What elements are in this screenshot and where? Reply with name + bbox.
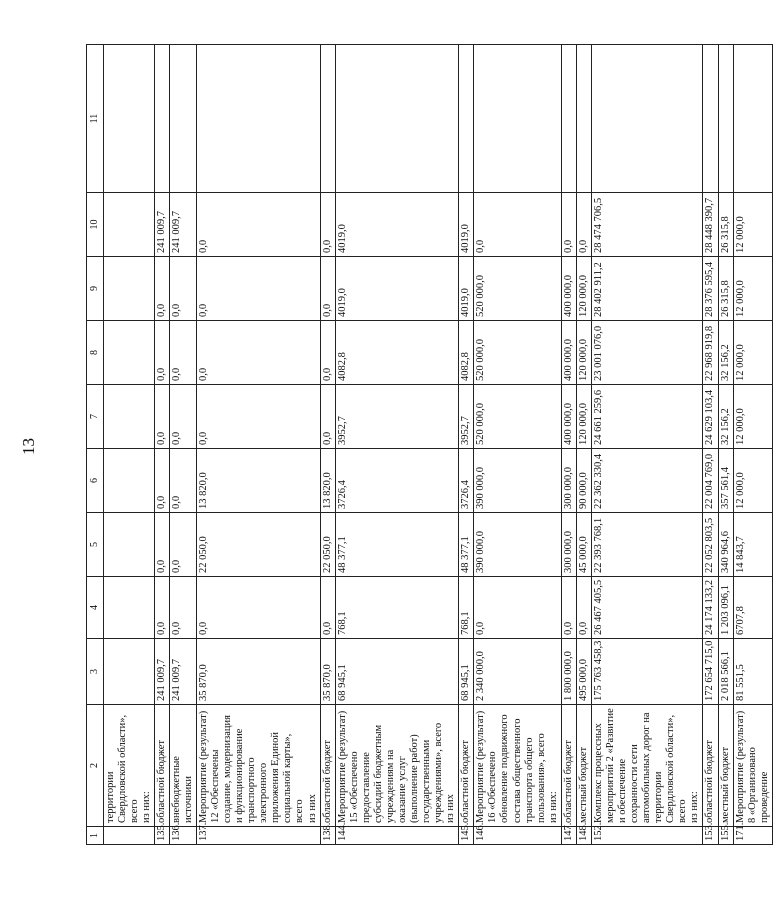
value-cell: 0,0 <box>320 321 335 385</box>
value-cell: 28 474 706,5 <box>591 193 703 257</box>
header-cell: 10 <box>87 193 104 257</box>
value-cell: 300 000,0 <box>561 449 576 513</box>
row-number: 146. <box>474 827 561 845</box>
value-cell: 22 050,0 <box>320 513 335 577</box>
value-cell: 400 000,0 <box>561 385 576 449</box>
value-cell: 0,0 <box>154 321 169 385</box>
value-cell: 68 945,1 <box>459 639 474 705</box>
value-cell: 520 000,0 <box>474 385 561 449</box>
value-cell: 4019,0 <box>459 193 474 257</box>
value-cell: 0,0 <box>154 385 169 449</box>
value-cell: 35 870,0 <box>196 639 320 705</box>
row-name: областной бюджет <box>459 705 474 827</box>
value-cell: 35 870,0 <box>320 639 335 705</box>
page-number: 13 <box>19 438 38 455</box>
table-row <box>196 45 320 845</box>
row-number: 148. <box>576 827 591 845</box>
value-cell: 300 000,0 <box>561 513 576 577</box>
value-cell: 4019,0 <box>459 257 474 321</box>
value-cell: 68 945,1 <box>335 639 459 705</box>
value-cell: 22 052 803,5 <box>703 513 718 577</box>
row-name: территории Свердловской области», всего из них: <box>103 705 154 827</box>
value-cell: 3952,7 <box>335 385 459 449</box>
note-cell <box>474 45 561 193</box>
row-number: 147. <box>561 827 576 845</box>
value-cell: 120 000,0 <box>576 257 591 321</box>
value-cell <box>103 257 154 321</box>
value-cell: 24 661 259,6 <box>591 385 703 449</box>
value-cell: 175 763 458,3 <box>591 639 703 705</box>
value-cell: 24 629 103,4 <box>703 385 718 449</box>
header-cell: 9 <box>87 257 104 321</box>
table-row <box>718 45 733 845</box>
value-cell: 120 000,0 <box>576 321 591 385</box>
value-cell: 26 467 405,5 <box>591 577 703 639</box>
value-cell <box>103 193 154 257</box>
row-name: местный бюджет <box>718 705 733 827</box>
note-cell <box>335 45 459 193</box>
row-number: 152. <box>591 827 703 845</box>
value-cell: 32 156,2 <box>718 321 733 385</box>
value-cell: 520 000,0 <box>474 321 561 385</box>
note-cell <box>576 45 591 193</box>
value-cell <box>103 449 154 513</box>
header-cell: 6 <box>87 449 104 513</box>
value-cell: 22 393 768,1 <box>591 513 703 577</box>
value-cell: 241 009,7 <box>169 193 196 257</box>
value-cell: 22 050,0 <box>196 513 320 577</box>
row-name: местный бюджет <box>576 705 591 827</box>
row-number: 145. <box>459 827 474 845</box>
value-cell: 340 964,6 <box>718 513 733 577</box>
value-cell: 32 156,2 <box>718 385 733 449</box>
value-cell: 23 001 076,0 <box>591 321 703 385</box>
row-number: 137. <box>196 827 320 845</box>
value-cell: 22 362 330,4 <box>591 449 703 513</box>
value-cell: 0,0 <box>320 193 335 257</box>
table-row <box>591 45 703 845</box>
row-number: 153. <box>703 827 718 845</box>
header-cell: 8 <box>87 321 104 385</box>
value-cell: 120 000,0 <box>576 385 591 449</box>
row-number: 155. <box>718 827 733 845</box>
table-row <box>733 45 772 845</box>
value-cell: 4019,0 <box>335 257 459 321</box>
value-cell: 26 315,8 <box>718 193 733 257</box>
value-cell: 241 009,7 <box>154 193 169 257</box>
budget-table <box>86 44 773 845</box>
value-cell: 241 009,7 <box>154 639 169 705</box>
value-cell: 0,0 <box>196 257 320 321</box>
row-name: внебюджетные источники <box>169 705 196 827</box>
header-cell: 11 <box>87 45 104 193</box>
value-cell: 0,0 <box>154 449 169 513</box>
note-cell <box>561 45 576 193</box>
value-cell: 12 000,0 <box>733 321 772 385</box>
table-row <box>169 45 196 845</box>
value-cell: 12 000,0 <box>733 257 772 321</box>
value-cell <box>103 577 154 639</box>
value-cell: 0,0 <box>154 257 169 321</box>
value-cell: 48 377,1 <box>459 513 474 577</box>
value-cell: 172 654 715,0 <box>703 639 718 705</box>
note-cell <box>459 45 474 193</box>
header-row <box>87 45 104 845</box>
table-row <box>576 45 591 845</box>
row-number: 135. <box>154 827 169 845</box>
table-row <box>320 45 335 845</box>
header-cell: 7 <box>87 385 104 449</box>
value-cell: 0,0 <box>154 513 169 577</box>
row-name: Мероприятие (результат) 12 «Обеспечены создание, модернизация и функционирование транспортного электронного приложения Единой социальной карты», всего из них <box>196 705 320 827</box>
value-cell: 768,1 <box>335 577 459 639</box>
value-cell: 4019,0 <box>335 193 459 257</box>
note-cell <box>320 45 335 193</box>
value-cell <box>103 385 154 449</box>
note-cell <box>591 45 703 193</box>
row-number: 171. <box>733 827 772 845</box>
value-cell: 0,0 <box>169 257 196 321</box>
row-name: Мероприятие (результат) 16 «Обеспечено обновление подвижного состава общественного транспорта общего пользования», всего из них: <box>474 705 561 827</box>
row-name: Мероприятие (результат) 15 «Обеспечено предоставление субсидий бюджетным учреждениям на оказание услуг (выполнение работ) государственными учреждениями», всего из них <box>335 705 459 827</box>
value-cell: 2 340 000,0 <box>474 639 561 705</box>
header-cell: 5 <box>87 513 104 577</box>
table-row <box>474 45 561 845</box>
header-cell: 3 <box>87 639 104 705</box>
value-cell: 0,0 <box>169 449 196 513</box>
value-cell: 0,0 <box>154 577 169 639</box>
note-cell <box>703 45 718 193</box>
table-row <box>703 45 718 845</box>
value-cell: 0,0 <box>169 385 196 449</box>
note-cell <box>718 45 733 193</box>
value-cell: 22 968 919,8 <box>703 321 718 385</box>
value-cell: 6707,8 <box>733 577 772 639</box>
value-cell: 14 843,7 <box>733 513 772 577</box>
row-name: Комплекс процессных мероприятий 2 «Развитие и обеспечение сохранности сети автомобильных дорог на территории Свердловской области», всего из них: <box>591 705 703 827</box>
header-cell: 1 <box>87 827 104 845</box>
header-cell: 2 <box>87 705 104 827</box>
row-name: областной бюджет <box>320 705 335 827</box>
note-cell <box>196 45 320 193</box>
value-cell: 0,0 <box>576 577 591 639</box>
row-number: 136. <box>169 827 196 845</box>
value-cell: 0,0 <box>196 321 320 385</box>
budget-table-rotated <box>86 55 770 845</box>
note-cell <box>154 45 169 193</box>
value-cell: 0,0 <box>196 577 320 639</box>
value-cell: 90 000,0 <box>576 449 591 513</box>
table-row <box>335 45 459 845</box>
value-cell: 3726,4 <box>335 449 459 513</box>
value-cell: 28 402 911,2 <box>591 257 703 321</box>
value-cell: 0,0 <box>474 193 561 257</box>
value-cell <box>103 639 154 705</box>
value-cell: 1 800 000,0 <box>561 639 576 705</box>
value-cell: 0,0 <box>320 577 335 639</box>
value-cell: 495 000,0 <box>576 639 591 705</box>
value-cell: 4082,8 <box>335 321 459 385</box>
value-cell: 768,1 <box>459 577 474 639</box>
value-cell: 520 000,0 <box>474 257 561 321</box>
value-cell: 0,0 <box>169 513 196 577</box>
value-cell: 3726,4 <box>459 449 474 513</box>
header-cell: 4 <box>87 577 104 639</box>
value-cell: 12 000,0 <box>733 449 772 513</box>
value-cell: 22 004 769,0 <box>703 449 718 513</box>
value-cell: 390 000,0 <box>474 513 561 577</box>
value-cell: 0,0 <box>169 321 196 385</box>
table-row <box>459 45 474 845</box>
value-cell: 45 000,0 <box>576 513 591 577</box>
value-cell: 1 203 096,1 <box>718 577 733 639</box>
value-cell: 28 448 390,7 <box>703 193 718 257</box>
table-row <box>103 45 154 845</box>
value-cell: 12 000,0 <box>733 193 772 257</box>
row-name: областной бюджет <box>561 705 576 827</box>
value-cell: 400 000,0 <box>561 257 576 321</box>
value-cell: 0,0 <box>561 577 576 639</box>
value-cell: 241 009,7 <box>169 639 196 705</box>
value-cell: 0,0 <box>576 193 591 257</box>
value-cell: 48 377,1 <box>335 513 459 577</box>
value-cell: 13 820,0 <box>196 449 320 513</box>
value-cell: 24 174 133,2 <box>703 577 718 639</box>
value-cell: 0,0 <box>474 577 561 639</box>
value-cell <box>103 513 154 577</box>
table-row <box>561 45 576 845</box>
value-cell: 357 561,4 <box>718 449 733 513</box>
table-row <box>154 45 169 845</box>
value-cell: 0,0 <box>196 385 320 449</box>
note-cell <box>169 45 196 193</box>
value-cell: 0,0 <box>320 257 335 321</box>
value-cell: 13 820,0 <box>320 449 335 513</box>
value-cell: 81 551,5 <box>733 639 772 705</box>
note-cell <box>103 45 154 193</box>
value-cell: 3952,7 <box>459 385 474 449</box>
value-cell: 26 315,8 <box>718 257 733 321</box>
row-name: областной бюджет <box>703 705 718 827</box>
value-cell: 2 018 566,1 <box>718 639 733 705</box>
value-cell: 0,0 <box>169 577 196 639</box>
value-cell: 12 000,0 <box>733 385 772 449</box>
row-number: 144. <box>335 827 459 845</box>
value-cell: 0,0 <box>561 193 576 257</box>
row-number: 138. <box>320 827 335 845</box>
value-cell: 28 376 595,4 <box>703 257 718 321</box>
value-cell: 0,0 <box>196 193 320 257</box>
row-name: Мероприятие (результат) 8 «Организовано проведение <box>733 705 772 827</box>
value-cell: 400 000,0 <box>561 321 576 385</box>
value-cell: 0,0 <box>320 385 335 449</box>
value-cell: 4082,8 <box>459 321 474 385</box>
row-number <box>103 827 154 845</box>
value-cell <box>103 321 154 385</box>
row-name: областной бюджет <box>154 705 169 827</box>
note-cell <box>733 45 772 193</box>
value-cell: 390 000,0 <box>474 449 561 513</box>
